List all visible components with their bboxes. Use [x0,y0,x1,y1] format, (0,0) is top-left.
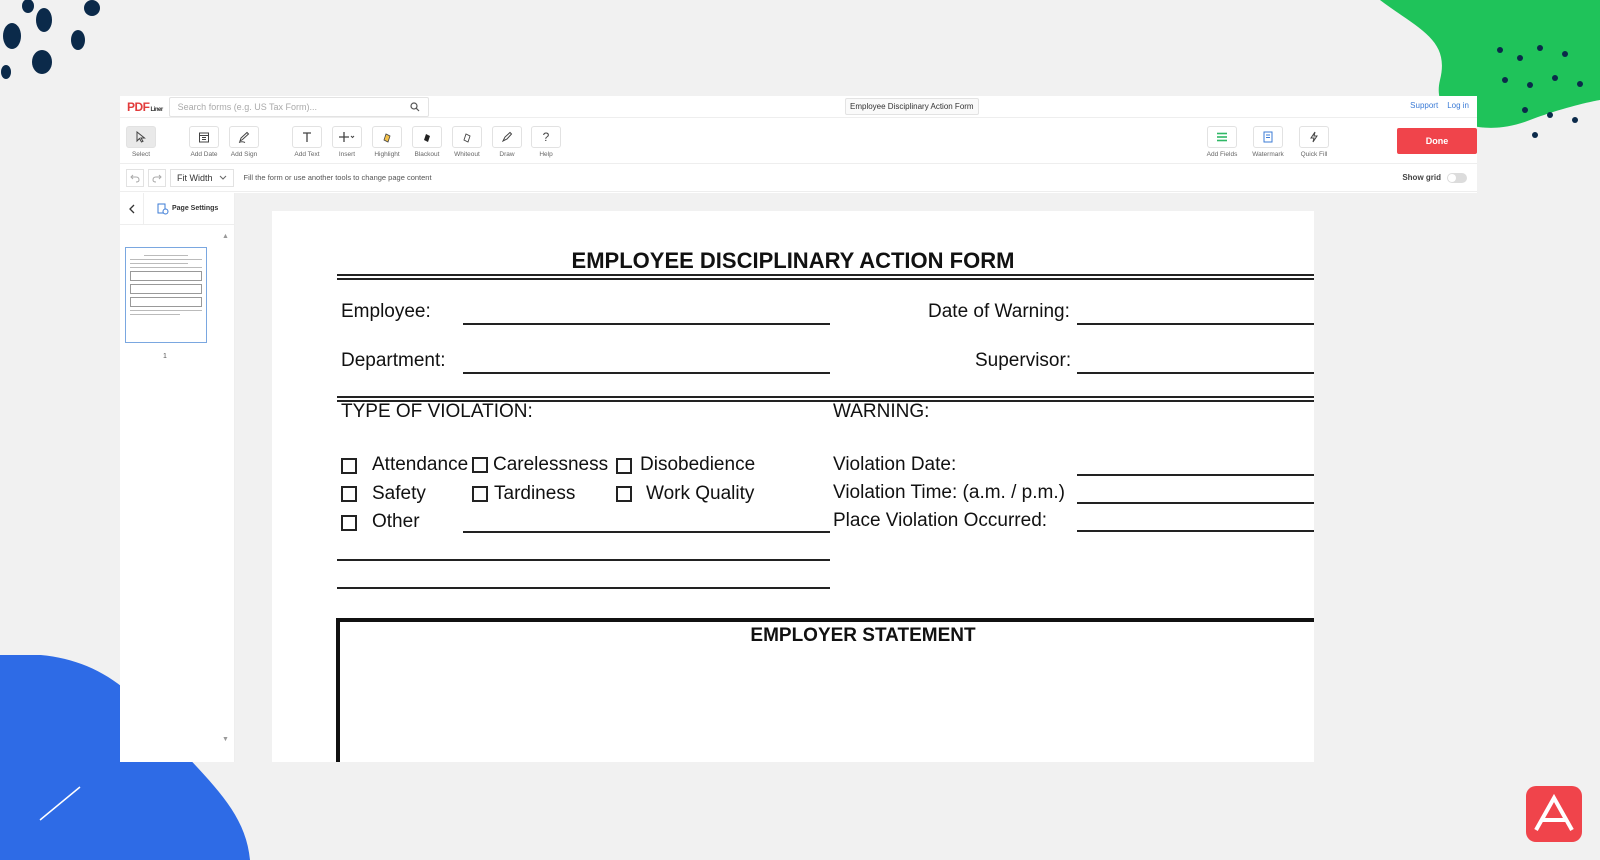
disobedience-label: Disobedience [640,454,756,475]
dots-decoration-right [1490,40,1600,150]
other-label: Other [372,511,420,532]
search-box [169,97,429,117]
thumb-box [130,284,202,294]
toolbar [120,118,1477,164]
tardiness-label: Tardiness [494,483,576,504]
date-of-warning-field[interactable] [1077,323,1314,325]
search-input[interactable] [178,102,410,112]
form-title: EMPLOYEE DISCIPLINARY ACTION FORM [571,248,1015,273]
violation-date-label: Violation Date: [833,454,957,475]
thumb-line [130,314,180,315]
logo-text: PDF [127,99,150,114]
safety-checkbox[interactable] [341,486,357,502]
scroll-up-icon[interactable]: ▲ [222,233,229,240]
show-grid-toggle[interactable] [1402,173,1467,183]
employee-field[interactable] [463,323,830,325]
pages-sidebar [120,193,235,762]
supervisor-field[interactable] [1077,372,1314,374]
tool-add-sign[interactable] [220,126,268,158]
tool-label: Watermark [1252,151,1284,158]
tool-label: Draw [499,151,515,158]
other-extra-line-2[interactable] [337,587,830,589]
tool-label: Add Text [294,151,320,158]
disobedience-checkbox[interactable] [616,458,632,474]
document-title[interactable]: Employee Disciplinary Action Form [845,98,979,115]
page-number: 1 [163,353,167,360]
sidebar-scrollbar[interactable] [220,233,232,743]
fields-icon [1207,126,1237,148]
undo-icon[interactable] [126,169,144,187]
violation-time-field[interactable] [1077,502,1314,504]
editor-window [120,96,1477,762]
carelessness-label: Carelessness [493,454,609,475]
help-icon [531,126,561,148]
tool-label: Select [131,151,151,158]
text-icon [292,126,322,148]
thumb-box [130,297,202,307]
zoom-select[interactable] [170,169,234,187]
options-bar [120,164,1477,192]
thumb-line [130,267,202,268]
calendar-icon [189,126,219,148]
show-grid-label: Show grid [1402,173,1441,182]
scroll-down-icon[interactable]: ▼ [222,736,229,743]
document-page[interactable] [272,211,1314,762]
toggle-switch[interactable] [1447,173,1467,183]
help-glyph: ? [542,130,550,144]
thumb-box [130,271,202,281]
other-extra-line-1[interactable] [337,559,830,561]
zoom-value: Fit Width [177,172,213,183]
thumb-line [130,310,202,311]
top-bar [120,96,1477,118]
attendance-label: Attendance [372,454,469,475]
watermark-icon [1253,126,1283,148]
lightning-icon [1299,126,1329,148]
tool-add-fields[interactable] [1198,126,1246,158]
date-of-warning-label: Date of Warning: [928,301,1070,322]
chevron-down-icon [219,175,227,181]
done-button[interactable]: Done [1397,128,1477,154]
sidebar-header [120,193,234,225]
whiteout-icon [452,126,482,148]
tool-label: Help [539,151,553,158]
tool-label: Quick Fill [1300,151,1328,158]
page-settings-button[interactable] [157,203,218,215]
attendance-checkbox[interactable] [341,458,357,474]
tool-label: Add Sign [230,151,258,158]
tool-watermark[interactable] [1244,126,1292,158]
place-violation-field[interactable] [1077,530,1314,532]
work-quality-checkbox[interactable] [616,486,632,502]
warning-heading: WARNING: [833,401,930,422]
plus-icon [332,126,362,148]
tool-label: Whiteout [454,151,480,158]
blackout-icon [412,126,442,148]
tool-label: Highlight [374,151,400,158]
logo-sub-text: Liner [150,106,163,113]
highlighter-icon [372,126,402,148]
thumb-line [130,259,202,260]
thumb-line [130,263,188,264]
department-label: Department: [341,350,446,371]
tool-label: Blackout [414,151,440,158]
employer-statement-heading: EMPLOYER STATEMENT [750,625,976,646]
draw-icon [492,126,522,148]
type-of-violation-heading: TYPE OF VIOLATION: [341,401,533,422]
safety-label: Safety [372,483,426,504]
place-violation-label: Place Violation Occurred: [833,510,1048,531]
department-field[interactable] [463,372,830,374]
chevron-left-icon[interactable] [120,193,144,225]
cursor-icon [126,126,156,148]
employer-statement-box[interactable] [336,618,1314,762]
hint-text: Fill the form or use another tools to change page content [243,173,432,182]
carelessness-checkbox[interactable] [472,457,488,473]
tool-label: Insert [338,151,356,158]
page-settings-icon [157,203,169,215]
employee-label: Employee: [341,301,431,322]
tool-help[interactable] [522,126,570,158]
page-settings-label: Page Settings [172,205,219,212]
title-double-rule [337,274,1314,280]
other-field[interactable] [463,531,830,533]
redo-icon[interactable] [148,169,166,187]
pdfliner-logo[interactable] [127,100,163,114]
top-links [1410,101,1469,110]
search-icon[interactable] [410,102,420,112]
pen-sign-icon [229,126,259,148]
tool-label: Add Fields [1206,151,1238,158]
workspace [120,193,1477,762]
tool-select[interactable] [120,126,165,158]
tool-quick-fill[interactable] [1290,126,1338,158]
support-link[interactable]: Support [1410,101,1439,110]
dots-decoration-left [0,0,110,90]
pdfliner-corner-logo [1526,786,1582,842]
tool-label: Add Date [190,151,218,158]
page-thumbnail[interactable] [125,247,207,343]
login-link[interactable]: Log in [1447,101,1469,110]
violation-date-field[interactable] [1077,474,1314,476]
other-checkbox[interactable] [341,515,357,531]
work-quality-label: Work Quality [646,483,755,504]
thumb-line [144,255,187,256]
supervisor-label: Supervisor: [975,350,1072,371]
violation-time-label: Violation Time: (a.m. / p.m.) [833,482,1065,503]
tardiness-checkbox[interactable] [472,486,488,502]
